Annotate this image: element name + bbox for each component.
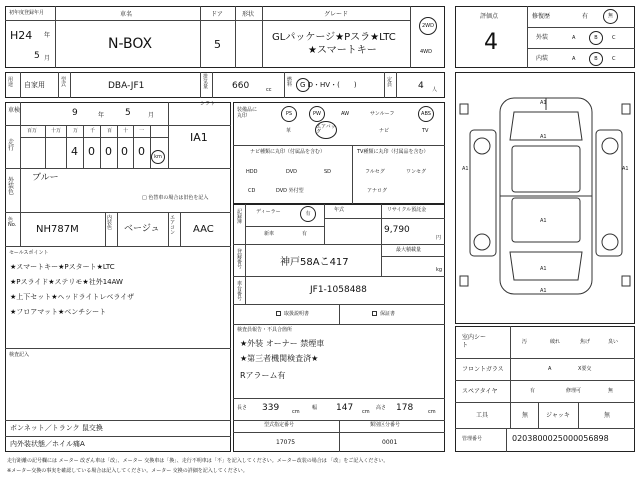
bracket-shape bbox=[622, 104, 630, 114]
width-value: 147 bbox=[336, 403, 354, 413]
max-load-unit: kg bbox=[436, 267, 443, 273]
int-opt-b: B bbox=[594, 55, 598, 62]
interior-value: ベージュ bbox=[124, 224, 160, 234]
diagram-mark: A1 bbox=[462, 166, 469, 172]
grade-label: グレード bbox=[324, 11, 349, 18]
score-value: 4 bbox=[484, 30, 498, 55]
reg-no-label: 登録番号 bbox=[237, 249, 243, 270]
exterior-value: ブルー bbox=[32, 173, 59, 183]
chassis-value: JF1-1058488 bbox=[310, 285, 367, 295]
width-label: 幅 bbox=[312, 405, 318, 411]
int-opt-a: A bbox=[572, 56, 576, 62]
recycle-value: 9,790 bbox=[384, 225, 410, 235]
height-unit: cm bbox=[428, 409, 436, 415]
spare-label: スペアタイヤ bbox=[462, 388, 498, 395]
equip-navi: ナビ bbox=[379, 128, 390, 134]
navi-cd: CD bbox=[248, 188, 256, 194]
glass-item: X要交 bbox=[578, 366, 592, 372]
plate-value: 神戸58Aこ417 bbox=[280, 257, 349, 268]
fuel-label: 燃料 bbox=[287, 77, 293, 88]
diagram-mark: A1 bbox=[622, 166, 629, 172]
mileage-digit: 4 bbox=[71, 145, 78, 158]
grade-line1: GLパッケージ★Pスラ★LTC bbox=[272, 32, 396, 43]
seat-label: 室内シート bbox=[462, 334, 487, 349]
first-reg-unit-year: 年 bbox=[44, 32, 51, 39]
spare-item: 修理可 bbox=[566, 388, 582, 394]
wheel-front-right-icon bbox=[602, 138, 618, 154]
category-value: 0001 bbox=[382, 439, 398, 446]
height-value: 178 bbox=[396, 403, 414, 413]
capacity-value: 4 bbox=[418, 81, 424, 91]
model-label: 車名 bbox=[120, 11, 133, 18]
wheel-rear-right-icon bbox=[602, 234, 618, 250]
model-year-label: 年式 bbox=[334, 207, 345, 213]
grade-interior-label: 内装 bbox=[536, 55, 549, 62]
fwd-label: 4WD bbox=[420, 49, 432, 55]
first-reg-month: 5 bbox=[34, 51, 40, 61]
tv-fullseg: フルセグ bbox=[365, 169, 385, 175]
inspection-month: 5 bbox=[125, 108, 131, 118]
history-label: 記録簿 bbox=[237, 209, 243, 225]
warranty-label: 保証書 bbox=[380, 311, 396, 317]
recycle-label: リサイクル預託金 bbox=[387, 207, 427, 213]
bracket-shape bbox=[460, 276, 468, 286]
tools-label: 工具 bbox=[476, 412, 489, 419]
displacement-label: 排気量 bbox=[203, 74, 209, 90]
tv-analog: アナログ bbox=[367, 188, 388, 194]
bracket-shape bbox=[460, 104, 468, 114]
equip-pw: PW bbox=[313, 110, 321, 117]
spare-item: 有 bbox=[530, 388, 536, 394]
inspection-month-unit: 月 bbox=[148, 112, 155, 119]
equip-airbag: エアバッグ bbox=[316, 124, 336, 135]
equip-sunroof: サンルーフ bbox=[370, 111, 395, 117]
repair-opt-yes: 有 bbox=[582, 13, 589, 20]
equip-leather: 革 bbox=[286, 128, 292, 134]
tools-value: 無 bbox=[522, 412, 529, 419]
mileage-digit: 0 bbox=[88, 145, 95, 158]
navi-hdd: HDD bbox=[246, 169, 258, 175]
model-code-value: 17075 bbox=[276, 439, 296, 446]
first-reg-unit-month: 月 bbox=[44, 55, 51, 62]
max-load-label: 最大積載量 bbox=[396, 247, 422, 253]
manual-label: 取扱説明書 bbox=[284, 311, 310, 317]
recycle-unit: 円 bbox=[436, 235, 442, 241]
displacement-unit: cc bbox=[266, 87, 272, 93]
jack-value: 無 bbox=[604, 412, 611, 419]
model-code-label: 型式指定番号 bbox=[264, 422, 295, 428]
digit-header: 十 bbox=[123, 128, 129, 134]
mileage-digit: 0 bbox=[121, 145, 128, 158]
mileage-label: 走行 bbox=[8, 139, 15, 152]
sales-point: ★スマートキー★Pスタート★LTC bbox=[10, 263, 115, 271]
digit-header: 一 bbox=[139, 128, 145, 134]
color-no-value: NH787M bbox=[36, 224, 79, 235]
mgmt-value: 0203800025000056898 bbox=[512, 434, 609, 443]
dealer-label: ディーラー bbox=[256, 209, 281, 215]
doors-value: 5 bbox=[214, 38, 221, 51]
repair-label: 修復歴 bbox=[532, 13, 551, 20]
roof-shape bbox=[512, 146, 580, 192]
grade-line2: ★スマートキー bbox=[308, 45, 377, 56]
jack-label: ジャッキ bbox=[546, 412, 570, 419]
interior-label: 内装色 bbox=[107, 215, 113, 231]
mileage-digit: 0 bbox=[105, 145, 112, 158]
bracket-shape bbox=[622, 276, 630, 286]
tv-label: TV種類に丸印（付属品を含む） bbox=[357, 149, 429, 155]
ext-opt-b: B bbox=[594, 34, 598, 41]
ext-opt-a: A bbox=[572, 35, 576, 41]
equip-abs: ABS bbox=[421, 110, 431, 117]
navi-label: ナビ種類に丸印（付属品を含む） bbox=[250, 149, 326, 155]
mileage-unit: km bbox=[154, 153, 162, 160]
digit-header: 百 bbox=[107, 128, 113, 134]
right-side-shape bbox=[596, 130, 622, 256]
width-unit: cm bbox=[362, 409, 370, 415]
shape-label: 形状 bbox=[242, 11, 255, 18]
score-label: 評価点 bbox=[480, 13, 499, 20]
digit-header: 十万 bbox=[51, 128, 62, 134]
spare-item: 無 bbox=[608, 388, 614, 394]
digit-header: 万 bbox=[73, 128, 79, 134]
length-unit: cm bbox=[292, 409, 300, 415]
usage-value: 自家用 bbox=[24, 81, 45, 89]
category-label: 類別区分番号 bbox=[370, 422, 401, 428]
inspection-year: 9 bbox=[72, 108, 78, 118]
equip-ps: PS bbox=[285, 110, 293, 117]
length-label: 長さ bbox=[237, 405, 248, 411]
navi-sd: SD bbox=[324, 169, 332, 175]
inspection-label: 車検 bbox=[8, 107, 21, 114]
sales-point: ★上下セット★ヘッドライトレベライザ bbox=[10, 293, 135, 301]
doors-label: ドア bbox=[211, 11, 223, 18]
sales-point: ★フロアマット★ベンチシート bbox=[10, 308, 107, 316]
footer-line1: 走行距離の記号欄には メーター 改ざん車は「改」、メーター 交換車は「換」、走行不明車は「不」を記入してください。メーター改装の場合は 「改」をご記入ください。 bbox=[7, 458, 389, 464]
sales-point-label: セールスポイント bbox=[9, 250, 49, 256]
ac-value: AAC bbox=[193, 224, 214, 235]
inspection-year-unit: 年 bbox=[98, 112, 105, 119]
sales-point: ★Pスライド★ステリモ★社外14AW bbox=[10, 278, 123, 286]
notes-footer2: 内外装状態／ホイル痛A bbox=[10, 440, 85, 448]
usage-label: 用途 bbox=[8, 77, 14, 88]
equipment-label: 装備品に丸印 bbox=[237, 107, 258, 119]
new-car-mark: 有 bbox=[302, 231, 308, 237]
glass-label: フロントガラス bbox=[462, 366, 504, 373]
equip-tv: TV bbox=[422, 128, 429, 134]
diagram-mark: A1 bbox=[540, 100, 547, 106]
exterior-label: 外装色 bbox=[8, 177, 15, 196]
inspector-line: ★第三者機関検査済★ bbox=[240, 354, 319, 363]
shift-value: IA1 bbox=[190, 131, 208, 144]
mileage-digit: 0 bbox=[138, 145, 145, 158]
fuel-options: G D・HV・( ) bbox=[300, 81, 357, 89]
notes-footer1: ボンネット／トランク 鼠交換 bbox=[10, 424, 103, 432]
first-reg-label: 初年度登録年月 bbox=[9, 10, 45, 16]
diagram-mark: A1 bbox=[540, 218, 547, 224]
notes-label: 検査記入 bbox=[9, 352, 30, 358]
dealer-mark: 有 bbox=[305, 210, 311, 217]
twd-label: 2WD bbox=[422, 22, 434, 29]
capacity-unit: 人 bbox=[432, 87, 438, 93]
seat-item: 焦げ bbox=[580, 339, 591, 345]
footer-line2: ※メーター交換の事実を確認している場合は記入してください。メーター 交換の詳細を記入してください。 bbox=[7, 468, 248, 474]
glass-item: A bbox=[548, 366, 552, 372]
grade-exterior-label: 外装 bbox=[536, 34, 549, 41]
mgmt-label: 管理番号 bbox=[462, 436, 483, 442]
color-no-label: 色No. bbox=[8, 217, 17, 228]
model-value: N-BOX bbox=[108, 36, 153, 52]
wheel-rear-left-icon bbox=[474, 234, 490, 250]
length-value: 339 bbox=[262, 403, 280, 413]
left-side-shape bbox=[470, 130, 496, 256]
type-label: 型式 bbox=[61, 77, 67, 88]
wheel-front-left-icon bbox=[474, 138, 490, 154]
capacity-label: 定員 bbox=[387, 77, 393, 88]
diagram-mark: A1 bbox=[540, 288, 547, 294]
seat-item: 破れ bbox=[550, 339, 561, 345]
digit-header: 百万 bbox=[27, 128, 38, 134]
seat-item: 汚 bbox=[522, 339, 528, 345]
inspector-label: 検査員報告・不具合箇所 bbox=[237, 327, 293, 333]
new-car-label: 新車 bbox=[264, 231, 275, 237]
repair-opt-no: 無 bbox=[607, 13, 613, 19]
chassis-label: 車台番号 bbox=[237, 281, 243, 302]
type-value: DBA-JF1 bbox=[108, 81, 145, 91]
tv-oneseg: ワンセグ bbox=[406, 169, 427, 175]
ac-label: エアコン bbox=[170, 215, 176, 236]
height-label: 高さ bbox=[376, 405, 387, 411]
equip-aw: AW bbox=[341, 111, 350, 117]
inspector-line: ★外装 オーナー 禁煙車 bbox=[240, 339, 325, 348]
ext-opt-c: C bbox=[612, 35, 616, 41]
color-change-note: □ 色替車の場合は旧色を記入 bbox=[142, 195, 209, 201]
first-reg-value: H24 bbox=[10, 29, 33, 42]
shift-label: シフト bbox=[200, 101, 216, 107]
displacement-value: 660 bbox=[232, 81, 250, 91]
navi-dvd: DVD bbox=[286, 169, 298, 175]
seat-item: 臭い bbox=[608, 339, 619, 345]
inspector-line: Rアラーム有 bbox=[240, 371, 286, 380]
diagram-mark: A1 bbox=[540, 266, 547, 272]
int-opt-c: C bbox=[612, 56, 616, 62]
digit-header: 千 bbox=[90, 128, 96, 134]
navi-dvd-ext: DVD 外付型 bbox=[276, 188, 304, 194]
diagram-mark: A1 bbox=[540, 134, 547, 140]
